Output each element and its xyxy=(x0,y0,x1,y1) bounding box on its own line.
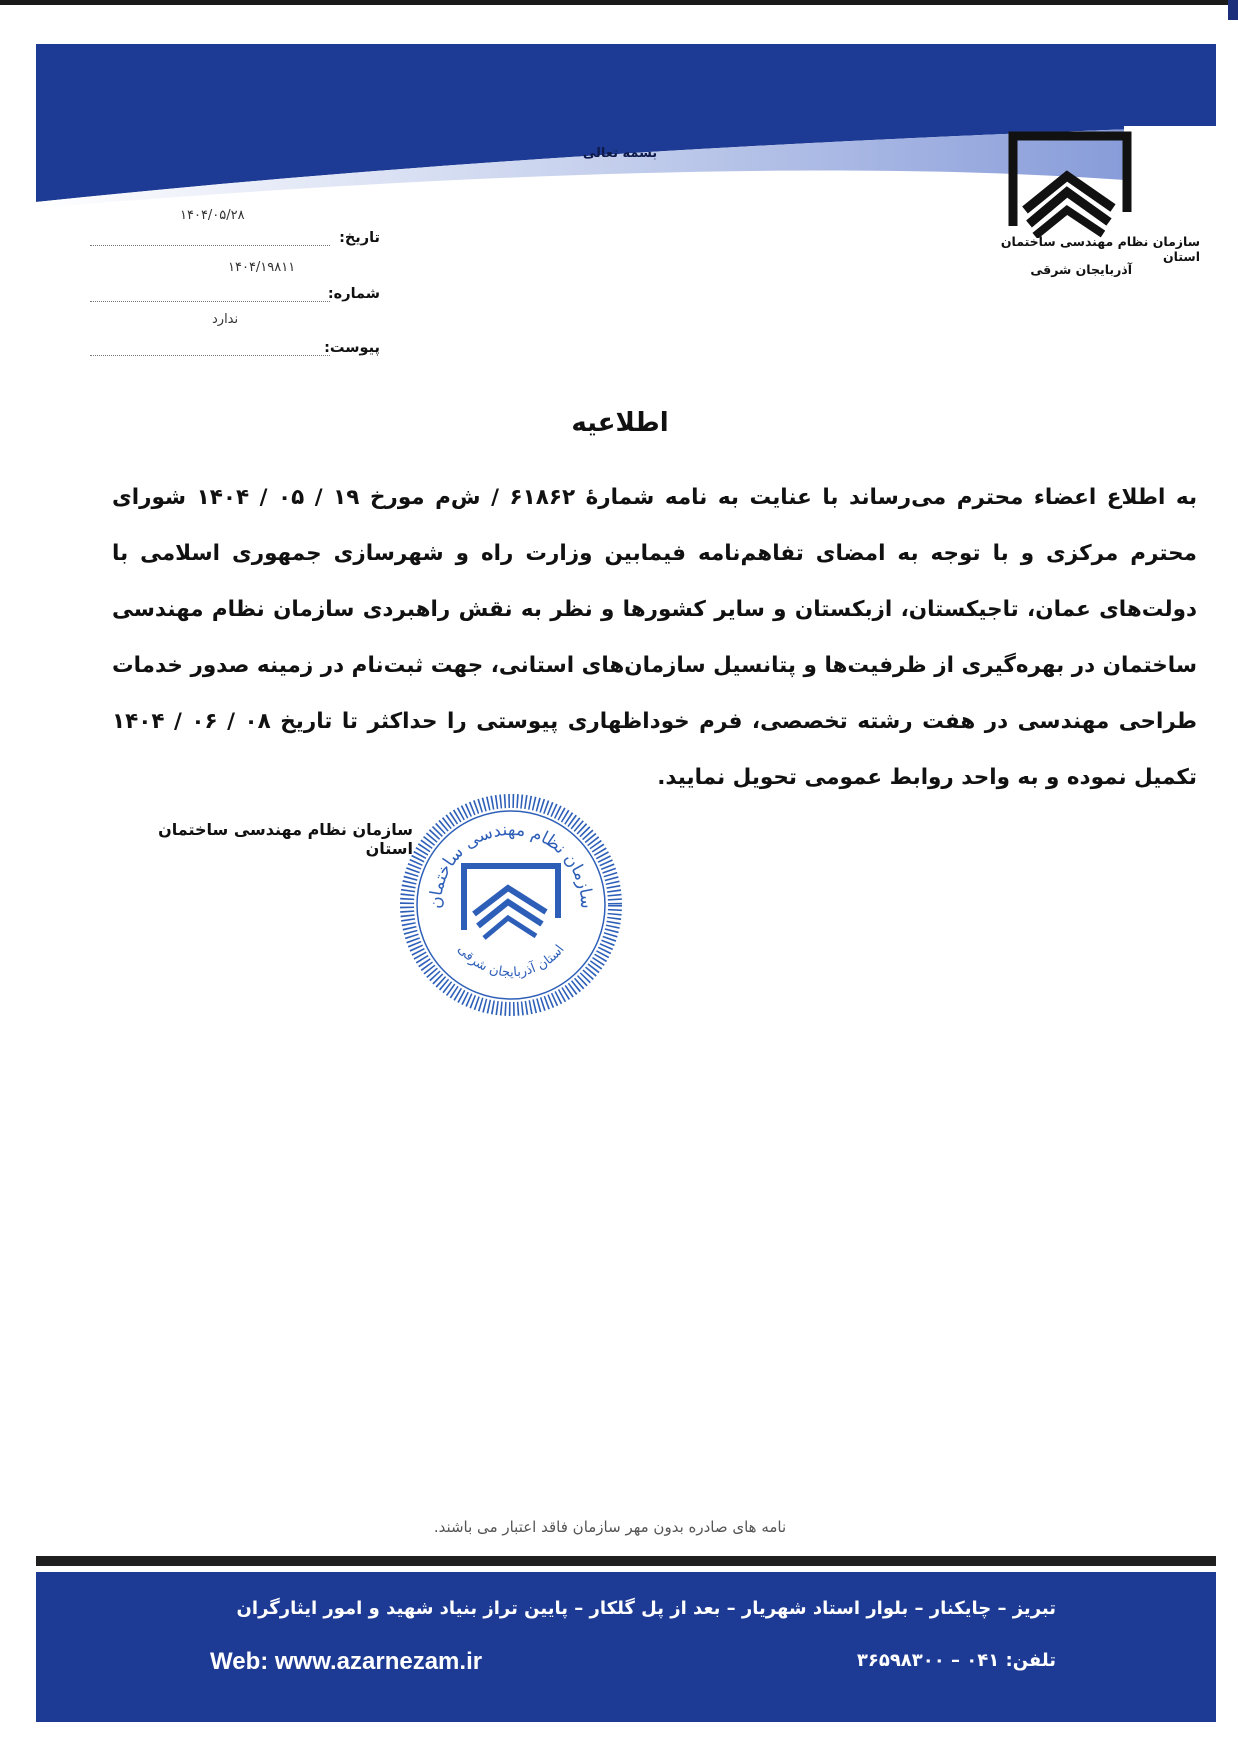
official-seal xyxy=(396,790,626,1020)
org-name: سازمان نظام مهندسی ساختمان استان xyxy=(1000,234,1200,264)
number-value: ۱۴۰۴/۱۹۸۱۱ xyxy=(228,260,296,275)
notice-body: به اطلاع اعضاء محترم می‌رساند با عنایت به نامه شمارهٔ ۶۱۸۶۲ / ش‌م مورخ ۱۹ / ۰۵ / ۱۴۰۴ شورای محترم مرکزی و با توجه به امضای تفاهم‌نامه فیمابین وزارت راه و شهرسازی جمهوری اسلامی با دولت‌های عمان، تاجیکستان، ازبکستان و سایر کشورها و نظر به نقش راهبردی سازمان نظام مهندسی ساختمان در بهره‌گیری از ظرفیت‌ها و پتانسیل سازمان‌های استانی، جهت ثبت‌نام در زمینه صدور خدمات طراحی مهندسی در هفت رشته تخصصی، فرم خوداظهاری پیوستی را حداکثر تا تاریخ ۰۸ / ۰۶ / ۱۴۰۴ تکمیل نموده و به واحد روابط عمومی تحویل نمایید. xyxy=(112,485,1198,790)
building-chevron-logo-icon xyxy=(1005,128,1135,238)
attachment-label: پیوست: xyxy=(324,340,380,356)
footer-phone: تلفن: ۰۴۱ – ۳۶۵۹۸۳۰۰ xyxy=(856,1650,1056,1671)
number-dotted-line xyxy=(90,301,330,302)
footer-band xyxy=(36,1572,1216,1722)
seal-bottom-text: استان آذربایجان شرقی xyxy=(454,942,568,981)
date-field xyxy=(90,230,380,254)
attachment-dotted-line xyxy=(90,355,330,356)
svg-text:استان آذربایجان شرقی xyxy=(454,942,567,980)
footer-address: تبریز – چایکنار – بلوار استاد شهریار – بعد از پل گلکار – پایین تراز بنیاد شهید و امور ایثارگران xyxy=(236,1598,1056,1619)
attachment-value: ندارد xyxy=(212,312,239,327)
signatory: سازمان نظام مهندسی ساختمان استان xyxy=(158,820,413,858)
date-label: تاریخ: xyxy=(339,230,380,246)
seal-top-text: سازمان نظام مهندسی ساختمان xyxy=(425,819,597,910)
invocation-text: بسمه تعالی xyxy=(582,146,658,161)
footer-divider xyxy=(36,1556,1216,1566)
scan-top-line xyxy=(0,0,1238,5)
number-field xyxy=(90,286,380,310)
seal-logo-icon xyxy=(464,866,558,938)
date-dotted-line xyxy=(90,245,330,246)
number-label: شماره: xyxy=(327,286,380,302)
org-province: آذربایجان شرقی xyxy=(1030,262,1132,277)
date-value: ۱۴۰۴/۰۵/۲۸ xyxy=(180,208,245,223)
scan-edge-mark xyxy=(1228,0,1238,20)
attachment-field xyxy=(90,340,380,364)
seal-disclaimer: نامه های صادره بدون مهر سازمان فاقد اعتبار می باشند. xyxy=(433,1518,787,1536)
footer-website-link[interactable]: Web: www.azarnezam.ir xyxy=(210,1648,483,1675)
notice-title: اطلاعیه xyxy=(571,408,669,438)
